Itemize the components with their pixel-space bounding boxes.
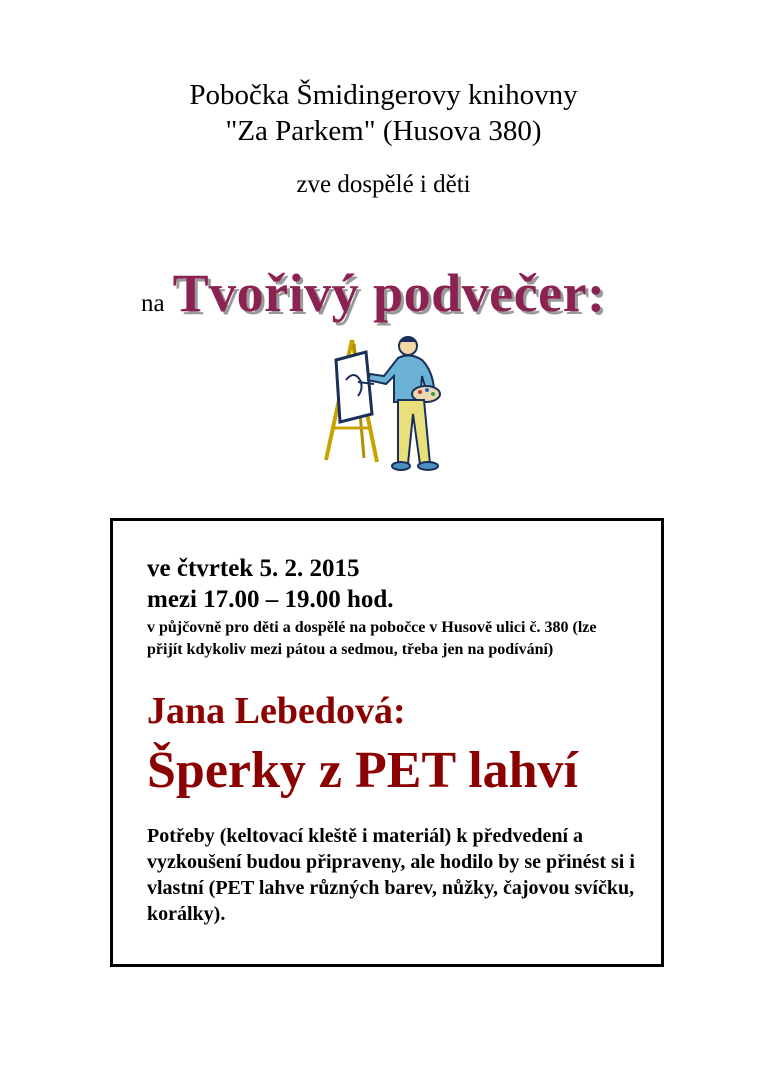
workshop-requirements: Potřeby (keltovací kleště i materiál) k předvedení a vyzkoušení budou připraveny, ale hodilo by se přinést si i vlastní (PET lahve různých barev, nůžky, čajovou svíčku, korálky). bbox=[147, 825, 635, 925]
event-title: Tvořivý podvečer: bbox=[172, 263, 606, 323]
event-details-box bbox=[110, 518, 664, 967]
canvas bbox=[336, 352, 372, 422]
headline-prefix: na bbox=[141, 290, 165, 317]
workshop-title: Šperky z PET lahví bbox=[147, 742, 579, 799]
event-location: v půjčovně pro děti a dospělé na pobočce v Husově ulici č. 380 (lze přijít kdykoliv mezi pátou a sedmou, třeba jen na podívání) bbox=[147, 619, 597, 658]
branch-name: Pobočka Šmidingerovy knihovny bbox=[189, 79, 578, 111]
painter-trousers bbox=[398, 400, 430, 464]
headline bbox=[141, 262, 606, 324]
branch-address: "Za Parkem" (Husova 380) bbox=[225, 115, 542, 147]
event-time: mezi 17.00 – 19.00 hod. bbox=[147, 586, 394, 613]
event-date: ve čtvrtek 5. 2. 2015 bbox=[147, 555, 360, 582]
workshop-author: Jana Lebedová: bbox=[147, 690, 406, 732]
invitation-text: zve dospělé i děti bbox=[296, 171, 471, 198]
painter-at-easel-icon bbox=[322, 330, 452, 475]
